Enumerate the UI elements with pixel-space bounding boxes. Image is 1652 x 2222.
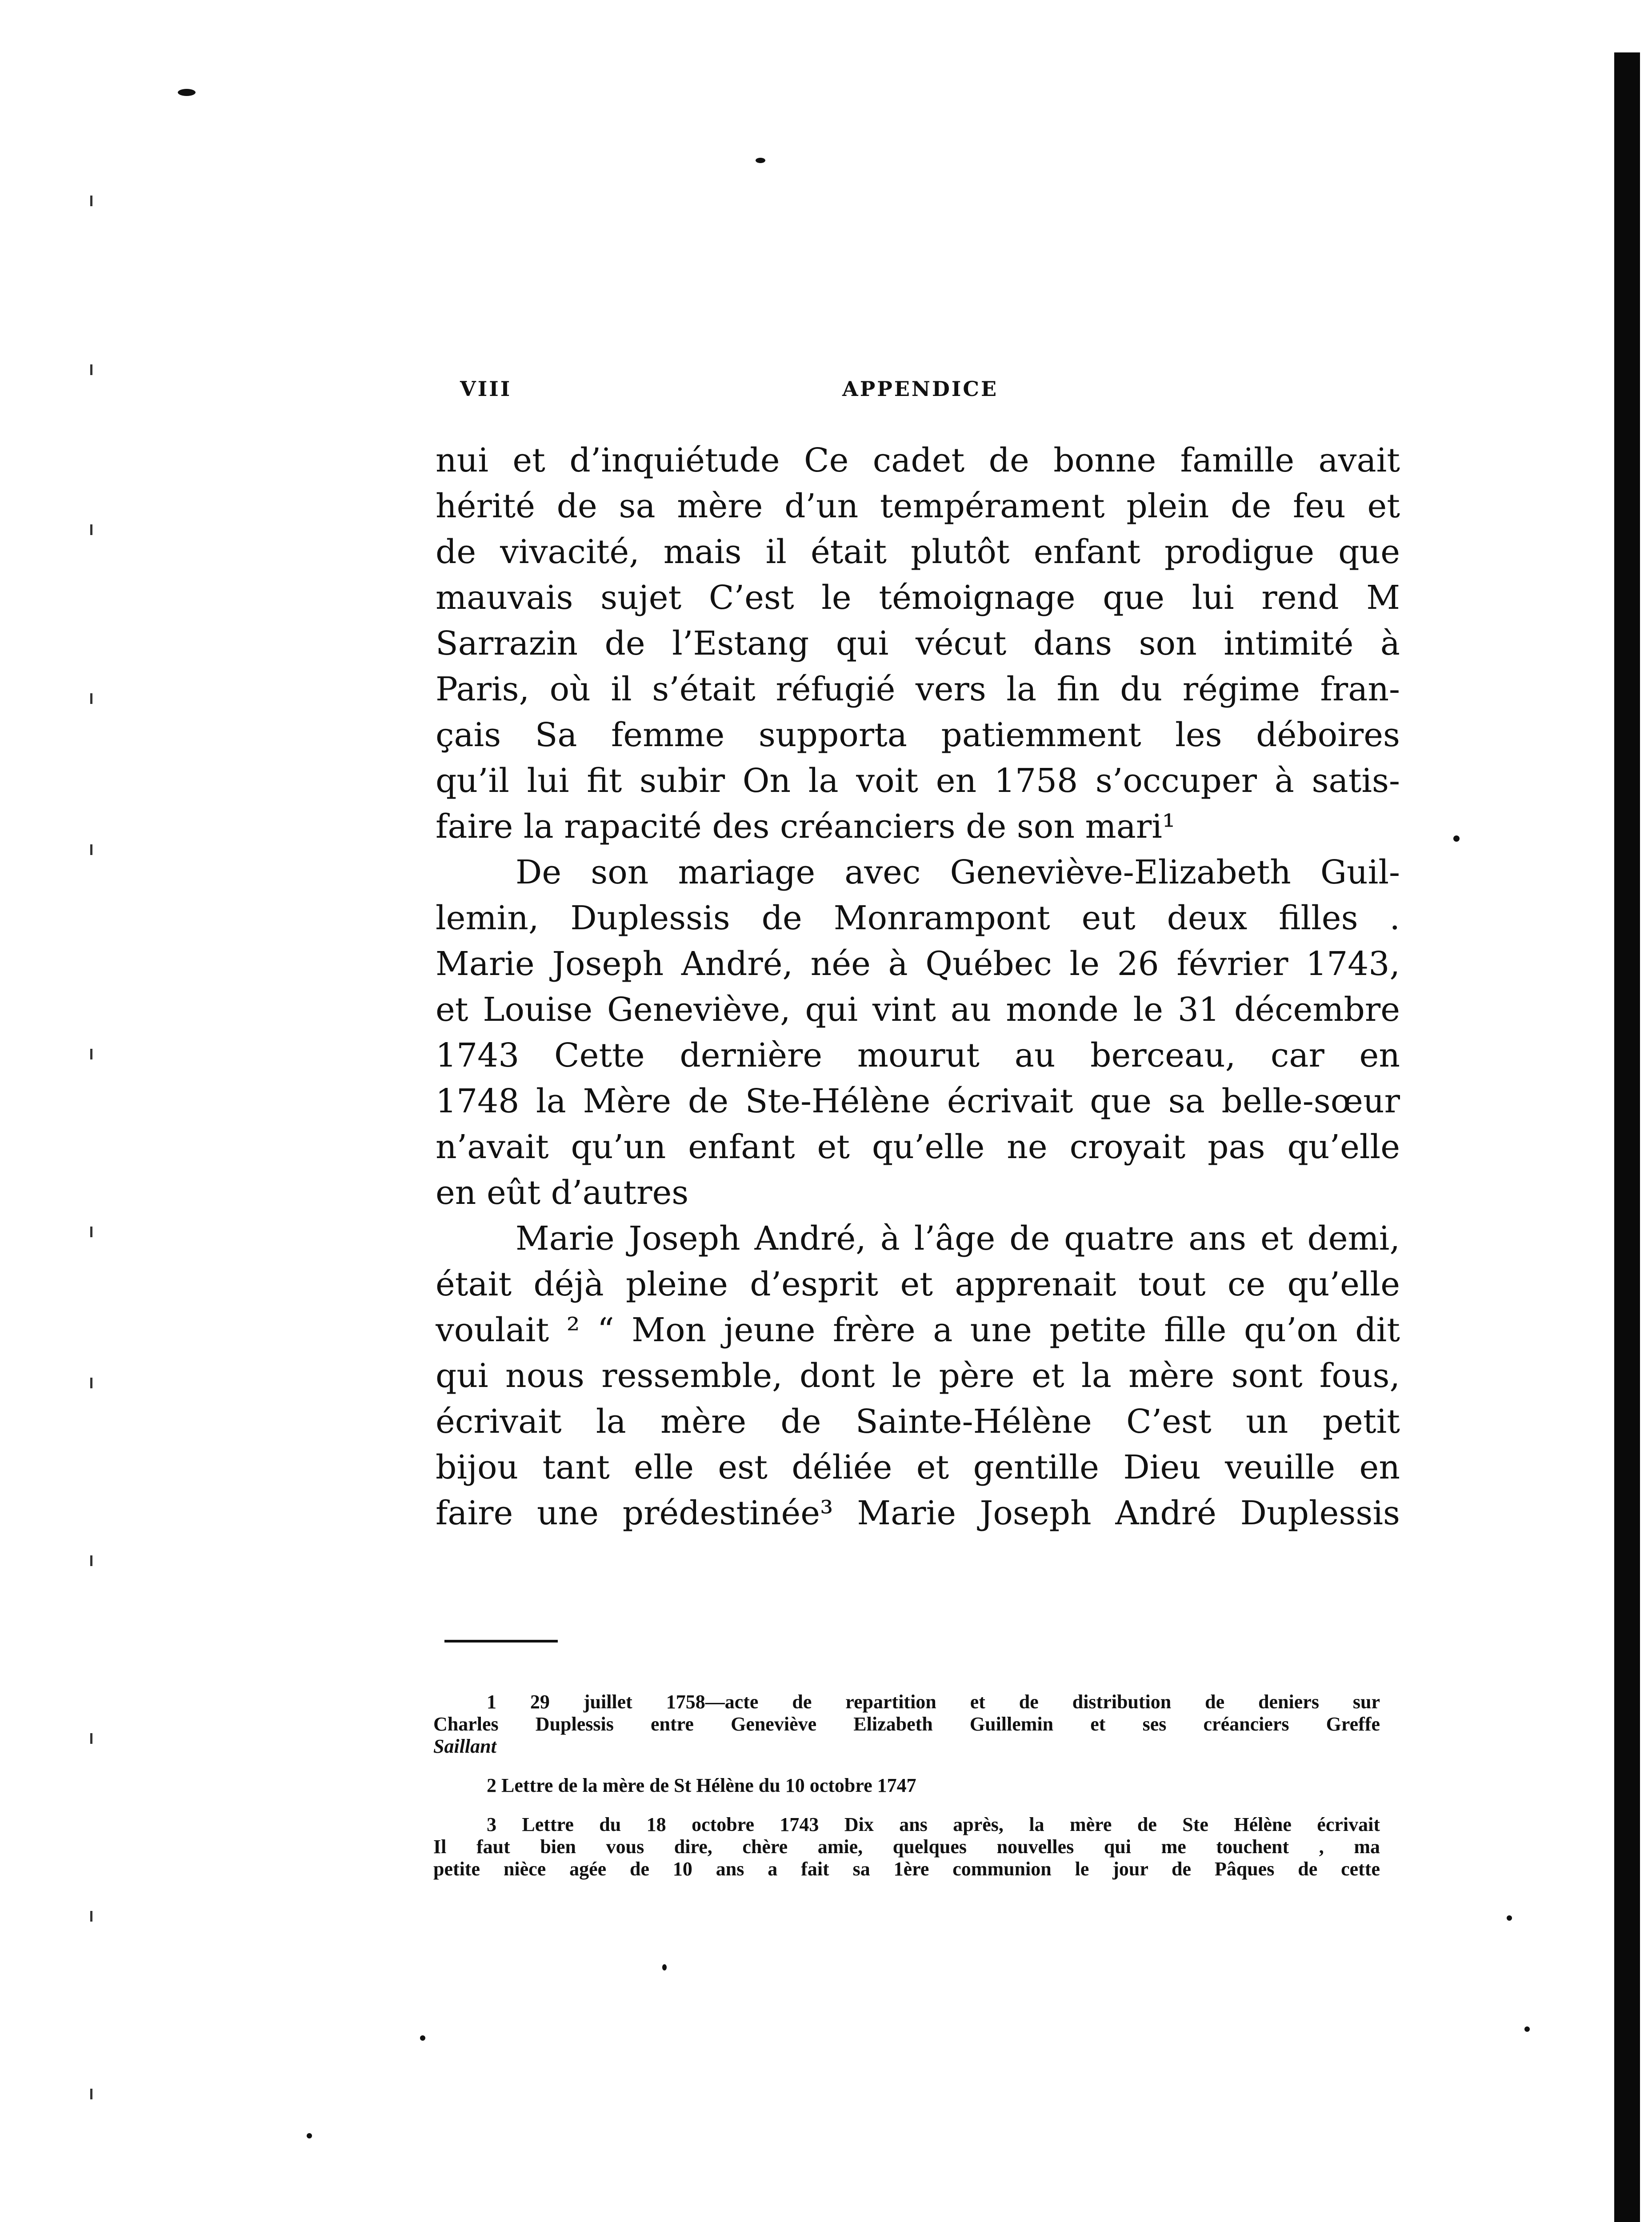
scan-margin-mark xyxy=(90,693,92,704)
scan-margin-mark xyxy=(90,364,92,375)
footnote-line: petite nièce agée de 10 ans a fait sa 1ère communion le jour de Pâques de cette xyxy=(433,1858,1380,1880)
scan-margin-mark xyxy=(90,1733,92,1744)
footnote-line: 2 Lettre de la mère de St Hélène du 10 octobre 1747 xyxy=(487,1774,916,1796)
scan-margin-mark xyxy=(90,196,92,206)
text-line: faire la rapacité des créanciers de son mari¹ xyxy=(436,807,1176,846)
text-line: nui et d’inquiétude Ce cadet de bonne famille avait xyxy=(436,441,1400,480)
text-line: Marie Joseph André, née à Québec le 26 février 1743, xyxy=(436,945,1400,983)
text-line: De son mariage avec Geneviève-Elizabeth Guil- xyxy=(516,853,1400,891)
footnote-line: Saillant xyxy=(433,1735,496,1757)
paragraph xyxy=(436,1216,1400,1536)
text-line: était déjà pleine d’esprit et apprenait tout ce qu’elle xyxy=(436,1265,1400,1303)
text-line: Paris, où il s’était réfugié vers la fin du régime fran- xyxy=(436,670,1400,708)
footnote-1 xyxy=(433,1691,1380,1758)
scan-margin-mark xyxy=(90,844,92,855)
text-line: qui nous ressemble, dont le père et la mère sont fous, xyxy=(436,1357,1400,1395)
ink-speck xyxy=(662,1964,667,1970)
ink-speck xyxy=(1507,1915,1512,1921)
ink-speck xyxy=(1524,2026,1530,2032)
text-line: Sarrazin de l’Estang qui vécut dans son intimité à xyxy=(436,624,1400,663)
running-head: APPENDICE xyxy=(842,377,999,401)
paragraph xyxy=(436,438,1400,850)
footnote-separator xyxy=(444,1640,558,1643)
page-number: VIII xyxy=(460,377,512,401)
text-line: et Louise Geneviève, qui vint au monde le 31 décembre xyxy=(436,991,1400,1029)
text-line: en eût d’autres xyxy=(436,1174,689,1212)
footnotes xyxy=(433,1691,1380,1897)
footnote-line: 3 Lettre du 18 octobre 1743 Dix ans après, la mère de Ste Hélène écrivait xyxy=(487,1814,1380,1835)
text-line: qu’il lui fit subir On la voit en 1758 s’occuper à satis- xyxy=(436,762,1400,800)
body-text xyxy=(436,438,1400,1536)
scan-margin-mark xyxy=(90,1378,92,1388)
scan-edge-shadow xyxy=(1614,52,1640,2222)
ink-speck xyxy=(1453,835,1460,842)
text-line: voulait ² “ Mon jeune frère a une petite fille qu’on dit xyxy=(436,1311,1400,1349)
text-line: lemin, Duplessis de Monrampont eut deux filles . xyxy=(436,899,1400,937)
text-line: écrivait la mère de Sainte-Hélène C’est un petit xyxy=(436,1403,1400,1441)
scan-margin-mark xyxy=(90,1227,92,1237)
text-line: hérité de sa mère d’un tempérament plein de feu et xyxy=(436,487,1400,525)
text-line: çais Sa femme supporta patiemment les déboires xyxy=(436,716,1400,754)
footnote-line: Charles Duplessis entre Geneviève Elizabeth Guillemin et ses créanciers Greffe xyxy=(433,1713,1380,1735)
footnote-3 xyxy=(433,1814,1380,1880)
text-line: de vivacité, mais il était plutôt enfant prodigue que xyxy=(436,533,1400,571)
footnote-line: 1 29 juillet 1758—acte de repartition et de distribution de deniers sur xyxy=(487,1691,1380,1713)
ink-speck xyxy=(420,2035,425,2041)
text-line: 1748 la Mère de Ste-Hélène écrivait que sa belle-sœur xyxy=(436,1082,1400,1120)
footnote-2 xyxy=(433,1774,1380,1797)
scan-margin-mark xyxy=(90,2089,92,2099)
page-header xyxy=(460,371,1013,407)
text-line: Marie Joseph André, à l’âge de quatre ans et demi, xyxy=(516,1219,1400,1258)
ink-speck xyxy=(178,89,196,96)
scan-margin-mark xyxy=(90,1911,92,1922)
paragraph xyxy=(436,850,1400,1216)
footnote-line: Il faut bien vous dire, chère amie, quelques nouvelles qui me touchent , ma xyxy=(433,1836,1380,1858)
text-line: faire une prédestinée³ Marie Joseph André Duplessis xyxy=(436,1494,1400,1532)
text-line: mauvais sujet C’est le témoignage que lui rend M xyxy=(436,579,1400,617)
text-line: 1743 Cette dernière mourut au berceau, car en xyxy=(436,1036,1400,1075)
text-line: n’avait qu’un enfant et qu’elle ne croyait pas qu’elle xyxy=(436,1128,1400,1166)
ink-speck xyxy=(756,158,765,163)
text-line: bijou tant elle est déliée et gentille Dieu veuille en xyxy=(436,1448,1400,1487)
ink-speck xyxy=(307,2133,312,2138)
scan-margin-mark xyxy=(90,1555,92,1566)
scan-margin-mark xyxy=(90,524,92,535)
scan-margin-mark xyxy=(90,1049,92,1059)
